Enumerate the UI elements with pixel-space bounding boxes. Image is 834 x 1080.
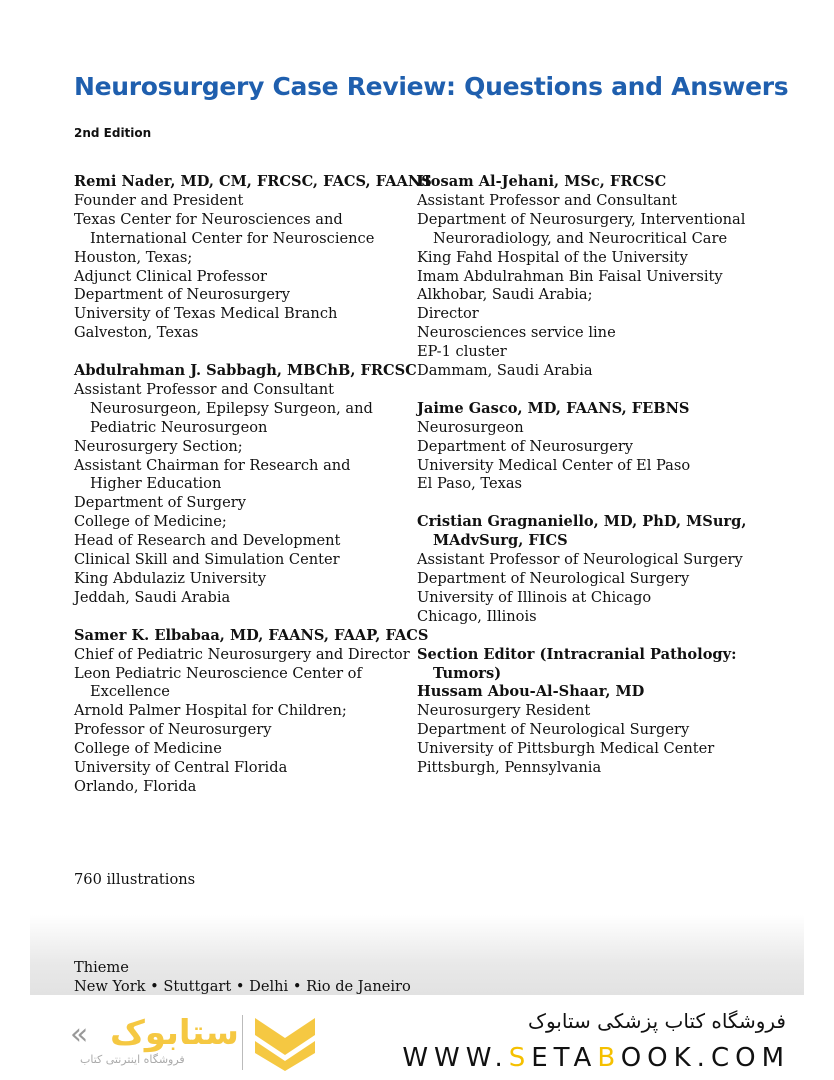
- affiliation-line: Founder and President: [74, 191, 244, 209]
- affiliation-line: Houston, Texas;: [74, 248, 193, 266]
- author-name: Hosam Al-Jehani, MSc, FRCSC: [417, 173, 667, 190]
- affiliation-line: University of Pittsburgh Medical Center: [417, 740, 715, 758]
- author-name: MAdvSurg, FICS: [433, 532, 568, 550]
- right-author-column: [417, 173, 757, 797]
- affiliation-line: Higher Education: [90, 475, 222, 493]
- affiliation-line: Department of Surgery: [74, 494, 246, 512]
- affiliation-line: Director: [417, 305, 479, 323]
- affiliation-line: University of Central Florida: [74, 759, 288, 777]
- publisher-info: [74, 958, 411, 996]
- affiliation-line: El Paso, Texas: [417, 475, 523, 493]
- affiliation-line: EP-1 cluster: [417, 343, 507, 361]
- store-url: WWW.SETABOOK.COM: [402, 1043, 790, 1073]
- author-name: Cristian Gragnaniello, MD, PhD, MSurg,: [417, 513, 747, 531]
- left-author-column: [74, 173, 432, 816]
- affiliation-line: Texas Center for Neurosciences and: [74, 210, 343, 228]
- watermark-banner: [0, 995, 834, 1080]
- author-name: Hussam Abou-Al-Shaar, MD: [417, 683, 645, 701]
- author-name: Section Editor (Intracranial Pathology:: [417, 645, 737, 663]
- affiliation-line: Orlando, Florida: [74, 777, 197, 795]
- author-block: [74, 626, 429, 797]
- affiliation-line: Galveston, Texas: [74, 324, 199, 342]
- affiliation-line: Adjunct Clinical Professor: [74, 267, 267, 285]
- affiliation-line: Neurosurgeon: [417, 418, 524, 436]
- affiliation-line: Pediatric Neurosurgeon: [90, 418, 268, 436]
- affiliation-line: Neurosurgery Section;: [74, 437, 243, 455]
- author-block: [417, 400, 757, 495]
- affiliation-line: University of Illinois at Chicago: [417, 588, 652, 606]
- author-name: Remi Nader, MD, CM, FRCSC, FACS, FAANS: [74, 173, 432, 190]
- publisher-cities: New York • Stuttgart • Delhi • Rio de Janeiro: [74, 978, 411, 995]
- affiliation-line: Imam Abdulrahman Bin Faisal University: [417, 267, 723, 285]
- author-block: [417, 646, 757, 778]
- affiliation-line: Dammam, Saudi Arabia: [417, 362, 593, 380]
- affiliation-line: College of Medicine: [74, 740, 222, 758]
- author-name: Samer K. Elbabaa, MD, FAANS, FAAP, FACS: [74, 626, 429, 644]
- affiliation-line: Department of Neurological Surgery: [417, 721, 690, 739]
- edition: 2nd Edition: [74, 126, 152, 140]
- affiliation-line: Department of Neurosurgery: [417, 437, 634, 455]
- author-block: [74, 173, 432, 343]
- affiliation-line: Department of Neurological Surgery: [417, 570, 690, 587]
- author-block: [417, 173, 757, 381]
- affiliation-line: Department of Neurosurgery: [74, 286, 291, 304]
- affiliation-line: Assistant Professor and Consultant: [74, 380, 334, 398]
- affiliation-line: Assistant Chairman for Research and: [74, 456, 351, 474]
- affiliation-line: Assistant Professor of Neurological Surgery: [417, 551, 743, 569]
- affiliation-line: Chicago, Illinois: [417, 607, 537, 625]
- affiliation-line: International Center for Neuroscience: [90, 229, 375, 247]
- affiliation-line: Assistant Professor and Consultant: [417, 191, 677, 209]
- affiliation-line: King Fahd Hospital of the University: [417, 248, 688, 266]
- affiliation-line: Leon Pediatric Neuroscience Center of: [74, 664, 362, 682]
- affiliation-line: Neuroradiology, and Neurocritical Care: [433, 229, 728, 247]
- affiliation-line: Alkhobar, Saudi Arabia;: [417, 286, 593, 304]
- affiliation-line: Jeddah, Saudi Arabia: [74, 588, 231, 606]
- author-name: Tumors): [433, 664, 502, 682]
- affiliation-line: Chief of Pediatric Neurosurgery and Director: [74, 645, 410, 663]
- affiliation-line: Head of Research and Development: [74, 532, 341, 550]
- store-name: فروشگاه کتاب پزشکی ستابوک: [528, 1009, 786, 1033]
- affiliation-line: Excellence: [90, 683, 170, 701]
- affiliation-line: King Abdulaziz University: [74, 570, 267, 588]
- affiliation-line: Professor of Neurosurgery: [74, 721, 272, 739]
- affiliation-line: Neurosciences service line: [417, 324, 616, 342]
- author-block: [74, 362, 417, 608]
- affiliation-line: Pittsburgh, Pennsylvania: [417, 759, 602, 777]
- author-block: [417, 513, 757, 626]
- book-title: Neurosurgery Case Review: Questions and Answers: [74, 72, 789, 101]
- publisher-name: Thieme: [74, 959, 129, 976]
- affiliation-line: Neurosurgery Resident: [417, 702, 591, 720]
- author-name: Abdulrahman J. Sabbagh, MBChB, FRCSC: [74, 362, 417, 380]
- logo-shield-icon: [250, 1013, 320, 1073]
- chevrons-icon: «: [70, 1017, 89, 1052]
- logo-text: ستابوک: [110, 1013, 239, 1053]
- illustrations-count: 760 illustrations: [74, 871, 196, 888]
- affiliation-line: Department of Neurosurgery, Interventional: [417, 210, 746, 228]
- affiliation-line: Clinical Skill and Simulation Center: [74, 551, 340, 569]
- affiliation-line: Neurosurgeon, Epilepsy Surgeon, and: [90, 399, 373, 417]
- logo-subtitle: فروشگاه اینترنتی کتاب: [80, 1053, 185, 1066]
- author-name: Jaime Gasco, MD, FAANS, FEBNS: [417, 399, 690, 417]
- affiliation-line: Arnold Palmer Hospital for Children;: [74, 702, 347, 720]
- logo-divider: [242, 1015, 243, 1070]
- affiliation-line: University of Texas Medical Branch: [74, 305, 338, 323]
- affiliation-line: University Medical Center of El Paso: [417, 456, 691, 474]
- affiliation-line: College of Medicine;: [74, 513, 227, 531]
